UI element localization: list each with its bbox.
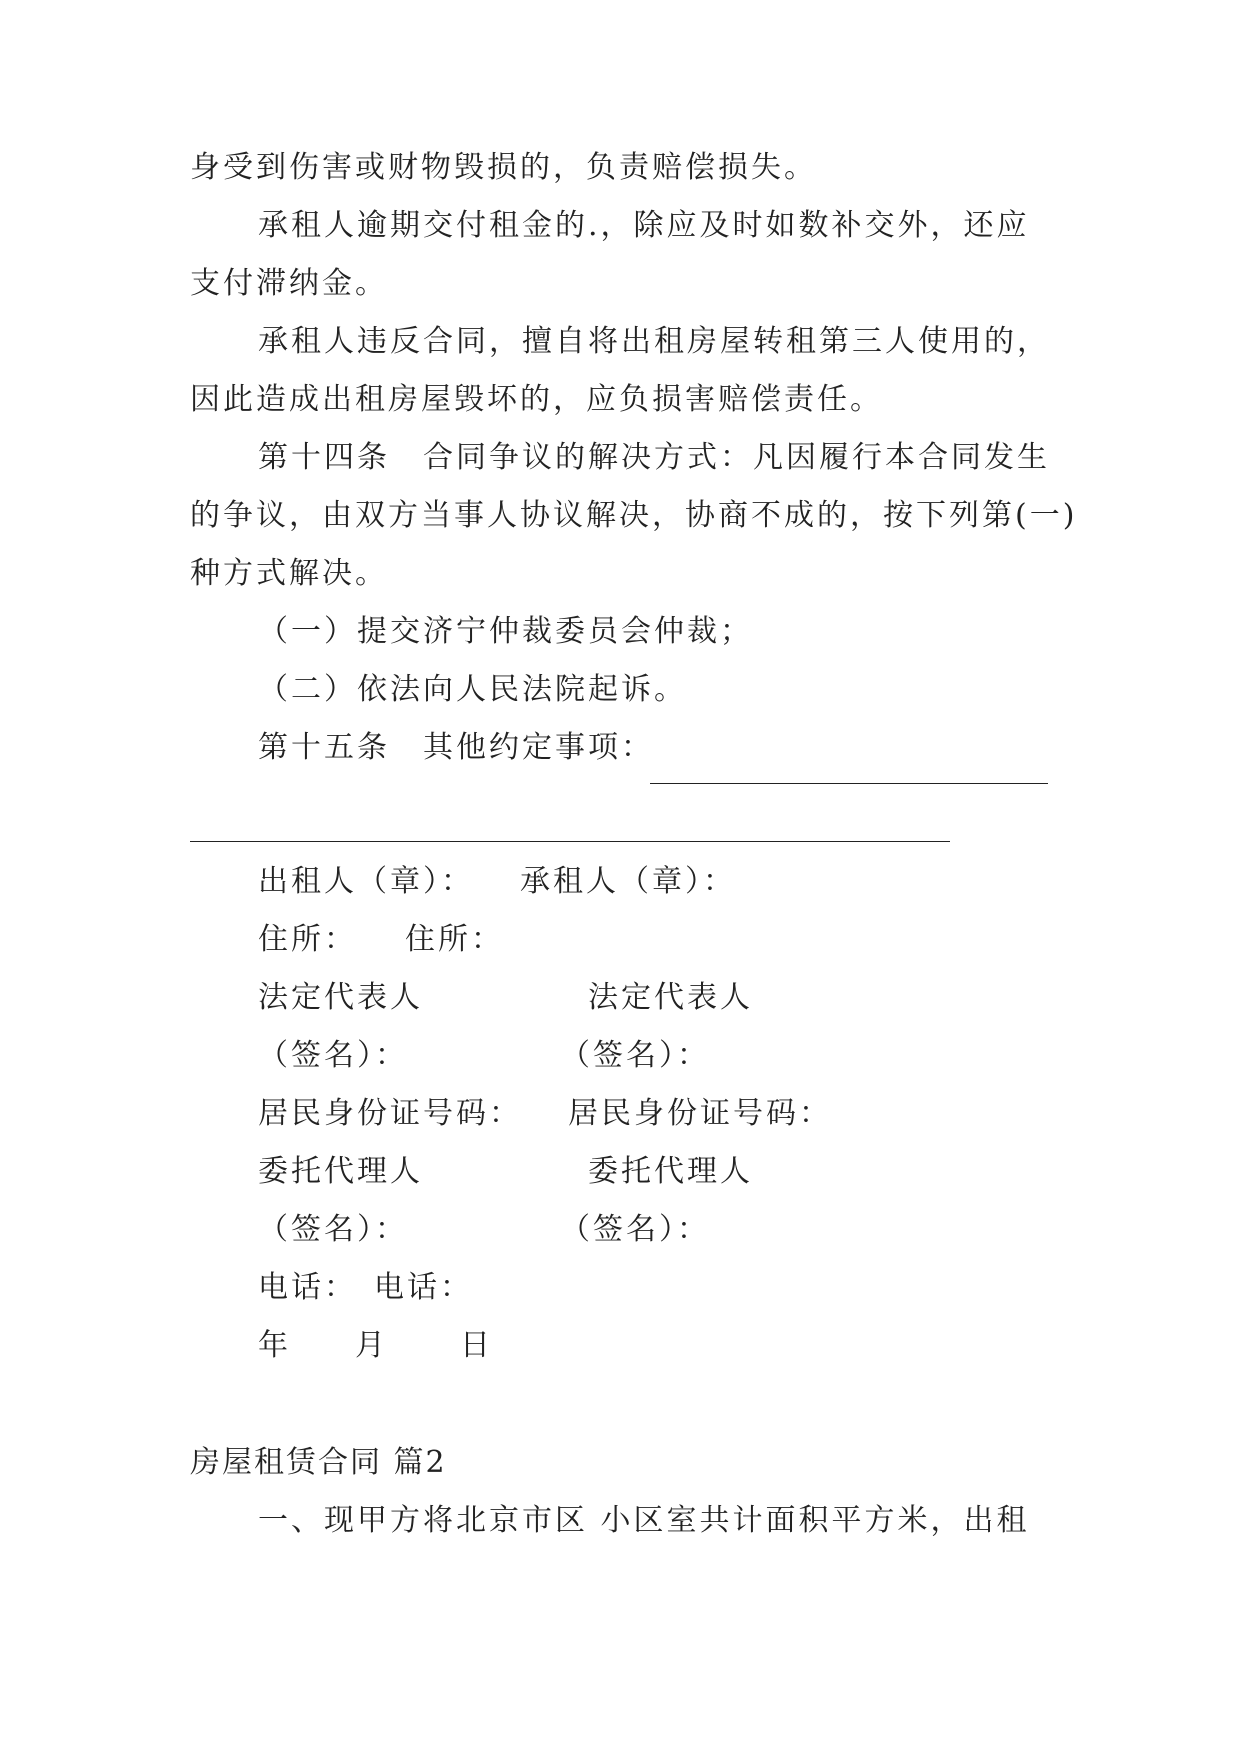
lessor-address-label: 住所： (258, 922, 357, 957)
lessor-representative-label: 法定代表人 (258, 980, 423, 1015)
lessor-agent-label: 委托代理人 (258, 1154, 423, 1189)
blank-underline (650, 783, 1048, 784)
lessee-agent-label: 委托代理人 (588, 1154, 753, 1189)
option-court: （二）依法向人民法院起诉。 (258, 672, 687, 707)
paragraph-line: 支付滞纳金。 (190, 266, 388, 301)
option-arbitration: （一）提交济宁仲裁委员会仲裁； (258, 614, 753, 649)
lessor-id-label: 居民身份证号码： (258, 1096, 522, 1131)
paragraph-line: 因此造成出租房屋毁坏的，应负损害赔偿责任。 (190, 382, 883, 417)
lessor-phone-label: 电话： (258, 1270, 357, 1305)
section-first-line: 一、现甲方将北京市区 小区室共计面积平方米，出租 (258, 1503, 1030, 1538)
lessee-representative-signature: （签名）： (560, 1038, 710, 1073)
paragraph-line: 种方式解决。 (190, 556, 388, 591)
lessee-phone-label: 电话： (374, 1270, 473, 1305)
lessor-agent-signature: （签名）： (258, 1212, 408, 1247)
lessee-address-label: 住所： (405, 922, 504, 957)
lessee-seal-label: 承租人（章）： (520, 864, 736, 899)
paragraph-line: 身受到伤害或财物毁损的，负责赔偿损失。 (190, 150, 817, 185)
lessor-representative-signature: （签名）： (258, 1038, 408, 1073)
article-15-heading: 第十五条 其他约定事项： (258, 730, 654, 765)
paragraph-line: 的争议，由双方当事人协议解决，协商不成的，按下列第(一) (190, 498, 1078, 533)
section-title: 房屋租赁合同 篇2 (190, 1445, 447, 1480)
date-year: 年 (258, 1328, 291, 1363)
paragraph-line: 承租人违反合同，擅自将出租房屋转租第三人使用的， (258, 324, 1050, 359)
date-month: 月 (355, 1328, 388, 1363)
date-day: 日 (460, 1328, 493, 1363)
lessor-seal-label: 出租人（章）： (258, 864, 474, 899)
paragraph-line: 承租人逾期交付租金的.，除应及时如数补交外，还应 (258, 208, 1030, 243)
article-14-heading: 第十四条 合同争议的解决方式：凡因履行本合同发生 (258, 440, 1050, 475)
blank-underline (190, 841, 950, 842)
lessee-id-label: 居民身份证号码： (568, 1096, 832, 1131)
lessee-representative-label: 法定代表人 (588, 980, 753, 1015)
lessee-agent-signature: （签名）： (560, 1212, 710, 1247)
